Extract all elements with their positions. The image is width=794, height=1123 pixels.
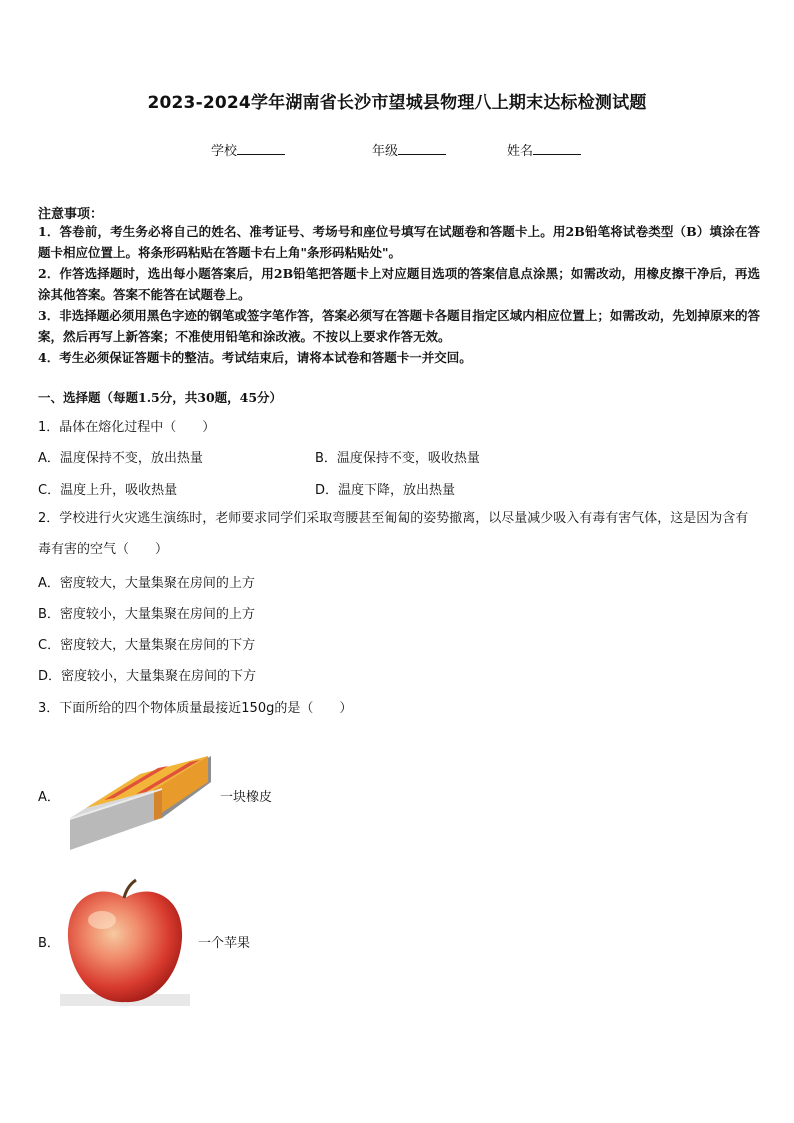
question-1-option-a: A．温度保持不变，放出热量 xyxy=(38,451,203,466)
school-label: 学校 xyxy=(211,144,238,159)
school-blank xyxy=(237,142,285,155)
grade-field xyxy=(372,140,446,159)
eraser-image xyxy=(66,738,216,856)
question-2-option-d: D．密度较小，大量集聚在房间的下方 xyxy=(38,669,257,684)
question-2-option-c: C．密度较大，大量集聚在房间的下方 xyxy=(38,638,256,653)
question-1-option-c: C．温度上升，吸收热量 xyxy=(38,483,178,498)
grade-label: 年级 xyxy=(372,144,399,159)
question-3-stem: 3．下面所给的四个物体质量最接近150g的是（ ） xyxy=(38,701,353,716)
question-2-option-b: B．密度较小，大量集聚在房间的上方 xyxy=(38,607,255,622)
notes-heading: 注意事项： xyxy=(38,207,104,222)
eraser-sleeve-edge xyxy=(154,788,162,820)
question-1-stem: 1．晶体在熔化过程中（ ） xyxy=(38,420,216,435)
question-3-option-a-label: A． xyxy=(38,790,60,805)
question-3-option-b-label: B． xyxy=(38,936,60,951)
note-item-3: 3．非选择题必须用黑色字迹的钢笔或签字笔作答，答案必须写在答题卡各题目指定区域内相应位置上；如需改动，先划掉原来的答案，然后再写上新答案；不准使用铅笔和涂改液。不按以上要求作答无效。 xyxy=(38,308,760,344)
section-heading: 一、选择题（每题1.5分，共30题，45分） xyxy=(38,390,283,405)
note-item-1: 1．答卷前，考生务必将自己的姓名、准考证号、考场号和座位号填写在试题卷和答题卡上。用2B铅笔将试卷类型（B）填涂在答题卡相应位置上。将条形码粘贴在答题卡右上角"条形码粘贴处"。 xyxy=(38,224,760,260)
name-label: 姓名 xyxy=(507,144,534,159)
note-item-2: 2．作答选择题时，选出每小题答案后，用2B铅笔把答题卡上对应题目选项的答案信息点涂黑；如需改动，用橡皮擦干净后，再选涂其他答案。答案不能答在试题卷上。 xyxy=(38,266,760,302)
apple-highlight xyxy=(88,911,116,929)
question-2-option-a: A．密度较大，大量集聚在房间的上方 xyxy=(38,576,255,591)
name-blank xyxy=(533,142,581,155)
question-1-option-b: B．温度保持不变，吸收热量 xyxy=(315,451,480,466)
apple-body xyxy=(68,892,182,1003)
grade-blank xyxy=(398,142,446,155)
question-2-stem: 2．学校进行火灾逃生演练时，老师要求同学们采取弯腰甚至匍匐的姿势撤离，以尽量减少吸入有毒有害气体，这是因为含有毒有害的空气（ ） xyxy=(38,511,749,557)
question-3-option-b-caption: 一个苹果 xyxy=(198,936,251,951)
question-1-option-d: D．温度下降，放出热量 xyxy=(315,483,456,498)
name-field xyxy=(507,140,581,159)
question-3-option-a-caption: 一块橡皮 xyxy=(220,790,273,805)
school-field xyxy=(211,140,285,159)
note-item-4: 4．考生必须保证答题卡的整洁。考试结束后，请将本试卷和答题卡一并交回。 xyxy=(38,350,472,365)
page-title: 2023-2024学年湖南省长沙市望城县物理八上期末达标检测试题 xyxy=(147,93,647,113)
apple-image xyxy=(60,876,190,1006)
